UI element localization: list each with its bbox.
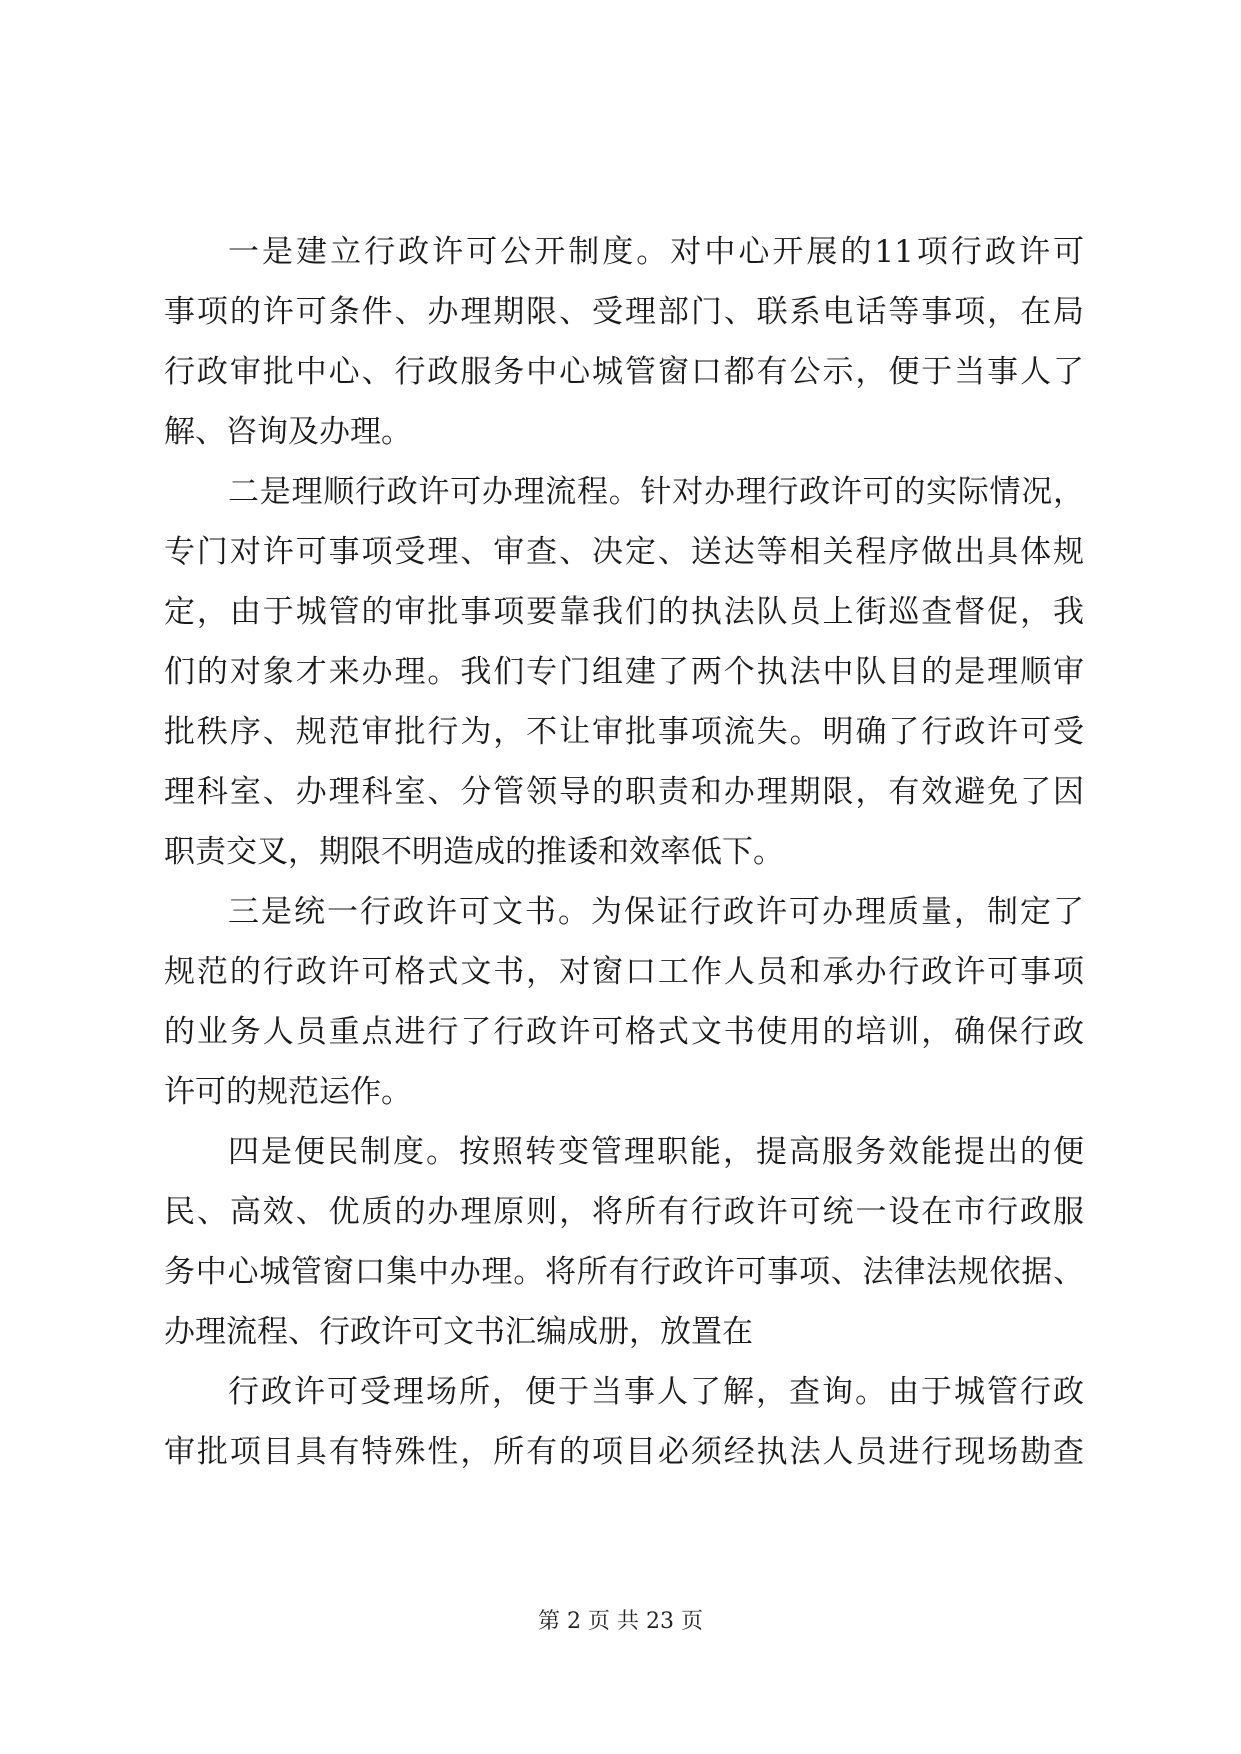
paragraph-3-line-2: 规范的行政许可格式文书，对窗口工作人员和承办行政许可事项 (164, 954, 1084, 990)
paragraph-4-line-3: 务中心城管窗口集中办理。将所有行政许可事项、法律法规依据、 (164, 1254, 1084, 1290)
document-body (164, 222, 1084, 1482)
paragraph-1-line-2: 事项的许可条件、办理期限、受理部门、联系电话等事项，在局 (164, 294, 1084, 330)
paragraph-4-line-2: 民、高效、优质的办理原则，将所有行政许可统一设在市行政服 (164, 1194, 1084, 1230)
page-number-footer: 第 2 页 共 23 页 (538, 1609, 703, 1634)
paragraph-2-line-4: 们的对象才来办理。我们专门组建了两个执法中队目的是理顺审 (164, 654, 1084, 690)
paragraph-2-line-6: 理科室、办理科室、分管领导的职责和办理期限，有效避免了因 (164, 774, 1084, 810)
paragraph-4-line-4: 办理流程、行政许可文书汇编成册，放置在 (164, 1314, 753, 1350)
paragraph-1-line-3: 行政审批中心、行政服务中心城管窗口都有公示，便于当事人了 (164, 354, 1084, 390)
paragraph-3-line-3: 的业务人员重点进行了行政许可格式文书使用的培训，确保行政 (164, 1014, 1084, 1050)
paragraph-5-line-2: 审批项目具有特殊性，所有的项目必须经执法人员进行现场勘查 (164, 1434, 1084, 1470)
paragraph-1-line-1: 一是建立行政许可公开制度。对中心开展的11项行政许可 (228, 234, 1084, 270)
paragraph-2-line-5: 批秩序、规范审批行为，不让审批事项流失。明确了行政许可受 (164, 714, 1084, 750)
paragraph-5-line-1: 行政许可受理场所，便于当事人了解，查询。由于城管行政 (228, 1374, 1084, 1410)
paragraph-3-line-4: 许可的规范运作。 (164, 1074, 412, 1110)
paragraph-1-line-4: 解、咨询及办理。 (164, 414, 412, 450)
paragraph-2-line-2: 专门对许可事项受理、审查、决定、送达等相关程序做出具体规 (164, 534, 1084, 570)
paragraph-2-line-7: 职责交叉，期限不明造成的推诿和效率低下。 (164, 834, 784, 870)
paragraph-2-line-1: 二是理顺行政许可办理流程。针对办理行政许可的实际情况， (228, 474, 1084, 510)
paragraph-3-line-1: 三是统一行政许可文书。为保证行政许可办理质量，制定了 (228, 894, 1084, 930)
paragraph-2-line-3: 定，由于城管的审批事项要靠我们的执法队员上街巡查督促，我 (164, 594, 1084, 630)
paragraph-4-line-1: 四是便民制度。按照转变管理职能，提高服务效能提出的便 (228, 1134, 1084, 1170)
